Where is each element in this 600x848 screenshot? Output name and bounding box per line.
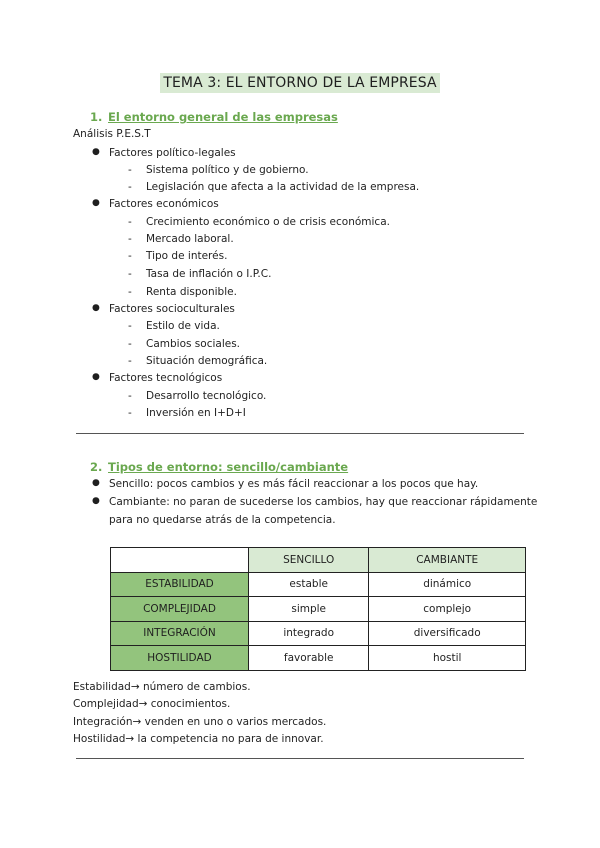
horizontal-divider bbox=[76, 433, 524, 434]
bullet-dot-icon: ● bbox=[92, 372, 100, 382]
factor-item: - Legislación que afecta a la actividad de la empresa. bbox=[128, 181, 420, 193]
section-1-title: El entorno general de las empresas bbox=[108, 110, 338, 124]
entorno-table bbox=[110, 547, 526, 671]
table-header-cell: CAMBIANTE bbox=[369, 548, 526, 573]
factor-item: - Tipo de interés. bbox=[128, 250, 228, 262]
pest-intro: Análisis P.E.S.T bbox=[73, 128, 151, 140]
table-row-label: INTEGRACIÓN bbox=[111, 621, 249, 646]
factor-group-economico: ● Factores económicos bbox=[92, 198, 219, 210]
section-2-number: 2. bbox=[90, 460, 103, 474]
factor-item: - Tasa de inflación o I.P.C. bbox=[128, 268, 272, 280]
entorno-bullet-cambiante: ● Cambiante: no paran de sucederse los cambios, hay que reaccionar rápidamente bbox=[92, 496, 538, 508]
factor-item: - Inversión en I+D+I bbox=[128, 407, 246, 419]
bullet-dot-icon: ● bbox=[92, 147, 100, 157]
section-2-title: Tipos de entorno: sencillo/cambiante bbox=[108, 460, 349, 474]
horizontal-divider bbox=[76, 758, 524, 759]
factor-item: - Sistema político y de gobierno. bbox=[128, 164, 309, 176]
section-2-heading bbox=[90, 460, 348, 474]
note-line: Complejidad→ conocimientos. bbox=[73, 698, 231, 710]
table-header-row bbox=[111, 548, 526, 573]
table-cell: dinámico bbox=[369, 572, 526, 597]
factor-item: - Renta disponible. bbox=[128, 286, 237, 298]
note-line: Hostilidad→ la competencia no para de innovar. bbox=[73, 733, 324, 745]
bullet-dot-icon: ● bbox=[92, 496, 100, 506]
factor-item: - Cambios sociales. bbox=[128, 338, 241, 350]
section-1-number: 1. bbox=[90, 110, 103, 124]
table-row bbox=[111, 621, 526, 646]
table-row-label: HOSTILIDAD bbox=[111, 646, 249, 671]
factor-group-tecnologico: ● Factores tecnológicos bbox=[92, 372, 223, 384]
entorno-bullet-continuation: para no quedarse atrás de la competencia. bbox=[109, 514, 336, 526]
bullet-dot-icon: ● bbox=[92, 303, 100, 313]
document-title: TEMA 3: EL ENTORNO DE LA EMPRESA bbox=[160, 73, 439, 93]
table-cell: integrado bbox=[249, 621, 369, 646]
factor-item: - Estilo de vida. bbox=[128, 320, 220, 332]
table-row-label: ESTABILIDAD bbox=[111, 572, 249, 597]
factor-item: - Mercado laboral. bbox=[128, 233, 234, 245]
table-cell: diversificado bbox=[369, 621, 526, 646]
table-row bbox=[111, 572, 526, 597]
table-row-label: COMPLEJIDAD bbox=[111, 597, 249, 622]
factor-group-politico: ● Factores político-legales bbox=[92, 147, 236, 159]
section-1-heading bbox=[90, 110, 338, 124]
table-cell: estable bbox=[249, 572, 369, 597]
table-cell: complejo bbox=[369, 597, 526, 622]
note-line: Estabilidad→ número de cambios. bbox=[73, 681, 251, 693]
factor-item: - Situación demográfica. bbox=[128, 355, 268, 367]
bullet-dot-icon: ● bbox=[92, 198, 100, 208]
table-row bbox=[111, 646, 526, 671]
factor-item: - Crecimiento económico o de crisis económica. bbox=[128, 216, 390, 228]
factor-group-sociocultural: ● Factores socioculturales bbox=[92, 303, 235, 315]
table-cell: favorable bbox=[249, 646, 369, 671]
note-line: Integración→ venden en uno o varios mercados. bbox=[73, 716, 327, 728]
table-row bbox=[111, 597, 526, 622]
table-header-cell bbox=[111, 548, 249, 573]
table-cell: hostil bbox=[369, 646, 526, 671]
factor-item: - Desarrollo tecnológico. bbox=[128, 390, 267, 402]
table-header-cell: SENCILLO bbox=[249, 548, 369, 573]
table-cell: simple bbox=[249, 597, 369, 622]
bullet-dot-icon: ● bbox=[92, 478, 100, 488]
document-title-row bbox=[0, 72, 600, 91]
entorno-bullet-sencillo: ● Sencillo: pocos cambios y es más fácil reaccionar a los pocos que hay. bbox=[92, 478, 479, 490]
